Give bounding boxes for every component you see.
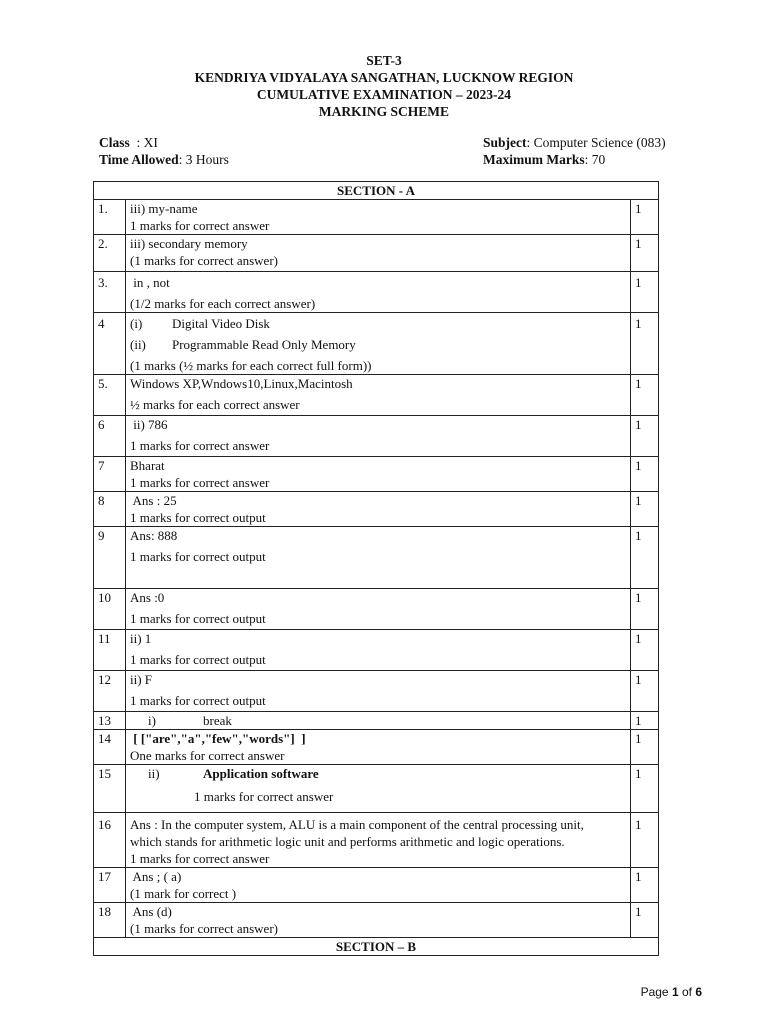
subject-value: : Computer Science (083) [526,135,666,150]
question-number: 16 [94,813,126,868]
answer-line: Ans : 25 [130,493,177,508]
answer-line: Ans ; ( a) [130,869,182,884]
answer-cell [126,765,631,813]
table-row [94,712,659,730]
answer-line: ii) F [130,672,153,687]
answer-note: 1 marks for correct output [130,652,266,667]
answer-note: (1 mark for correct ) [130,886,237,901]
table-row [94,492,659,527]
answer-line: iii) my-name [130,201,198,216]
answer-line: Ans: 888 [130,528,178,543]
answer-line: Windows XP,Wndows10,Linux,Macintosh [130,376,353,391]
answer-cell [126,730,631,765]
answer-line: iii) secondary memory [130,236,248,251]
answer-cell [126,313,631,375]
question-number: 14 [94,730,126,765]
marks-cell: 1 [631,200,659,235]
answer-note: 1 marks for correct answer [130,851,270,866]
table-row [94,630,659,671]
question-number: 18 [94,903,126,938]
section-b-row [94,938,659,956]
option-label: (ii) [130,337,146,352]
answer-note: (1 marks for correct answer) [130,253,278,268]
answer-line: ii) 1 [130,631,152,646]
answer-cell [126,671,631,712]
answer-line: Digital Video Disk [172,316,270,331]
answer-note: 1 marks for correct answer [130,218,270,233]
marks-cell: 1 [631,730,659,765]
page-prefix: Page [640,985,672,999]
answer-line: which stands for arithmetic logic unit and performs arithmetic and logic operations. [130,834,565,849]
question-number: 7 [94,457,126,492]
table-row [94,272,659,313]
marks-cell: 1 [631,457,659,492]
section-a-row [94,182,659,200]
section-b-heading: SECTION – B [94,938,659,956]
time-info [99,152,229,168]
option-label: (i) [130,316,143,331]
question-number: 9 [94,527,126,589]
answer-note: (1/2 marks for each correct answer) [130,296,316,311]
marks-cell: 1 [631,868,659,903]
answer-line: Ans :0 [130,590,165,605]
table-row [94,813,659,868]
marks-cell: 1 [631,813,659,868]
subject-info [483,135,666,151]
marks-cell: 1 [631,272,659,313]
answer-line: Programmable Read Only Memory [172,337,356,352]
answer-cell [126,272,631,313]
set-number: SET-3 [366,53,402,68]
answer-line: break [203,713,232,728]
total-pages: 6 [695,985,702,999]
answer-line: Bharat [130,458,165,473]
answer-line: Ans (d) [130,904,172,919]
option-label: i) [148,713,156,728]
page-separator: of [678,985,696,999]
marks-cell: 1 [631,416,659,457]
table-row [94,527,659,589]
time-label: Time Allowed [99,152,179,167]
answer-line: Application software [203,766,319,781]
answer-note: 1 marks for correct answer [130,438,270,453]
question-number: 11 [94,630,126,671]
question-number: 3. [94,272,126,313]
max-marks-label: Maximum Marks [483,152,585,167]
answer-line: [ ["are","a","few","words"] ] [130,731,306,746]
question-number: 8 [94,492,126,527]
table-row [94,457,659,492]
answer-line: ii) 786 [130,417,168,432]
marks-cell: 1 [631,492,659,527]
answer-cell [126,903,631,938]
marks-cell: 1 [631,903,659,938]
marks-cell: 1 [631,375,659,416]
marks-cell: 1 [631,313,659,375]
answer-note: (1 marks (½ marks for each correct full form)) [130,358,372,373]
table-row [94,765,659,813]
answer-cell [126,457,631,492]
table-row [94,235,659,272]
answer-note: 1 marks for correct answer [130,475,270,490]
table-row [94,375,659,416]
answer-cell [126,813,631,868]
exam-title: CUMULATIVE EXAMINATION – 2023-24 [256,87,512,102]
table-row [94,903,659,938]
table-row [94,589,659,630]
marks-cell: 1 [631,527,659,589]
marks-cell: 1 [631,712,659,730]
table-row [94,313,659,375]
answer-note: ½ marks for each correct answer [130,397,300,412]
answer-cell [126,868,631,903]
answer-note: One marks for correct answer [130,748,285,763]
question-number: 17 [94,868,126,903]
document-title: MARKING SCHEME [318,104,450,119]
answer-line: Ans : In the computer system, ALU is a main component of the central processing unit, [130,817,584,832]
question-number: 2. [94,235,126,272]
marks-cell: 1 [631,589,659,630]
table-row [94,730,659,765]
answer-note: 1 marks for correct output [130,549,266,564]
answer-note: (1 marks for correct answer) [130,921,278,936]
class-label: Class [99,135,130,150]
table-row [94,200,659,235]
current-page: 1 [671,985,679,999]
marks-info [483,152,605,168]
marks-cell: 1 [631,671,659,712]
question-number: 5. [94,375,126,416]
marks-cell: 1 [631,630,659,671]
table-row [94,416,659,457]
answer-cell [126,416,631,457]
class-value: : XI [129,135,158,150]
question-number: 4 [94,313,126,375]
question-number: 13 [94,712,126,730]
answer-note: 1 marks for correct output [130,693,266,708]
page-indicator [641,985,702,999]
question-number: 15 [94,765,126,813]
answer-line: in , not [130,275,170,290]
answer-cell [126,527,631,589]
question-number: 1. [94,200,126,235]
section-a-heading: SECTION - A [94,182,659,200]
marking-scheme-table [93,181,659,956]
answer-cell [126,589,631,630]
organization-title: KENDRIYA VIDYALAYA SANGATHAN, LUCKNOW REGION [194,70,574,85]
answer-cell [126,235,631,272]
answer-cell [126,712,631,730]
max-marks-value: : 70 [584,152,606,167]
marks-cell: 1 [631,765,659,813]
answer-note: 1 marks for correct output [130,510,266,525]
question-number: 12 [94,671,126,712]
marks-cell: 1 [631,235,659,272]
question-number: 6 [94,416,126,457]
answer-cell [126,200,631,235]
table-row [94,671,659,712]
subject-label: Subject [483,135,527,150]
time-value: : 3 Hours [178,152,229,167]
option-label: ii) [148,766,160,781]
class-info [99,135,158,151]
answer-note: 1 marks for correct answer [194,789,334,804]
answer-note: 1 marks for correct output [130,611,266,626]
answer-cell [126,630,631,671]
table-row [94,868,659,903]
answer-cell [126,492,631,527]
answer-cell [126,375,631,416]
question-number: 10 [94,589,126,630]
